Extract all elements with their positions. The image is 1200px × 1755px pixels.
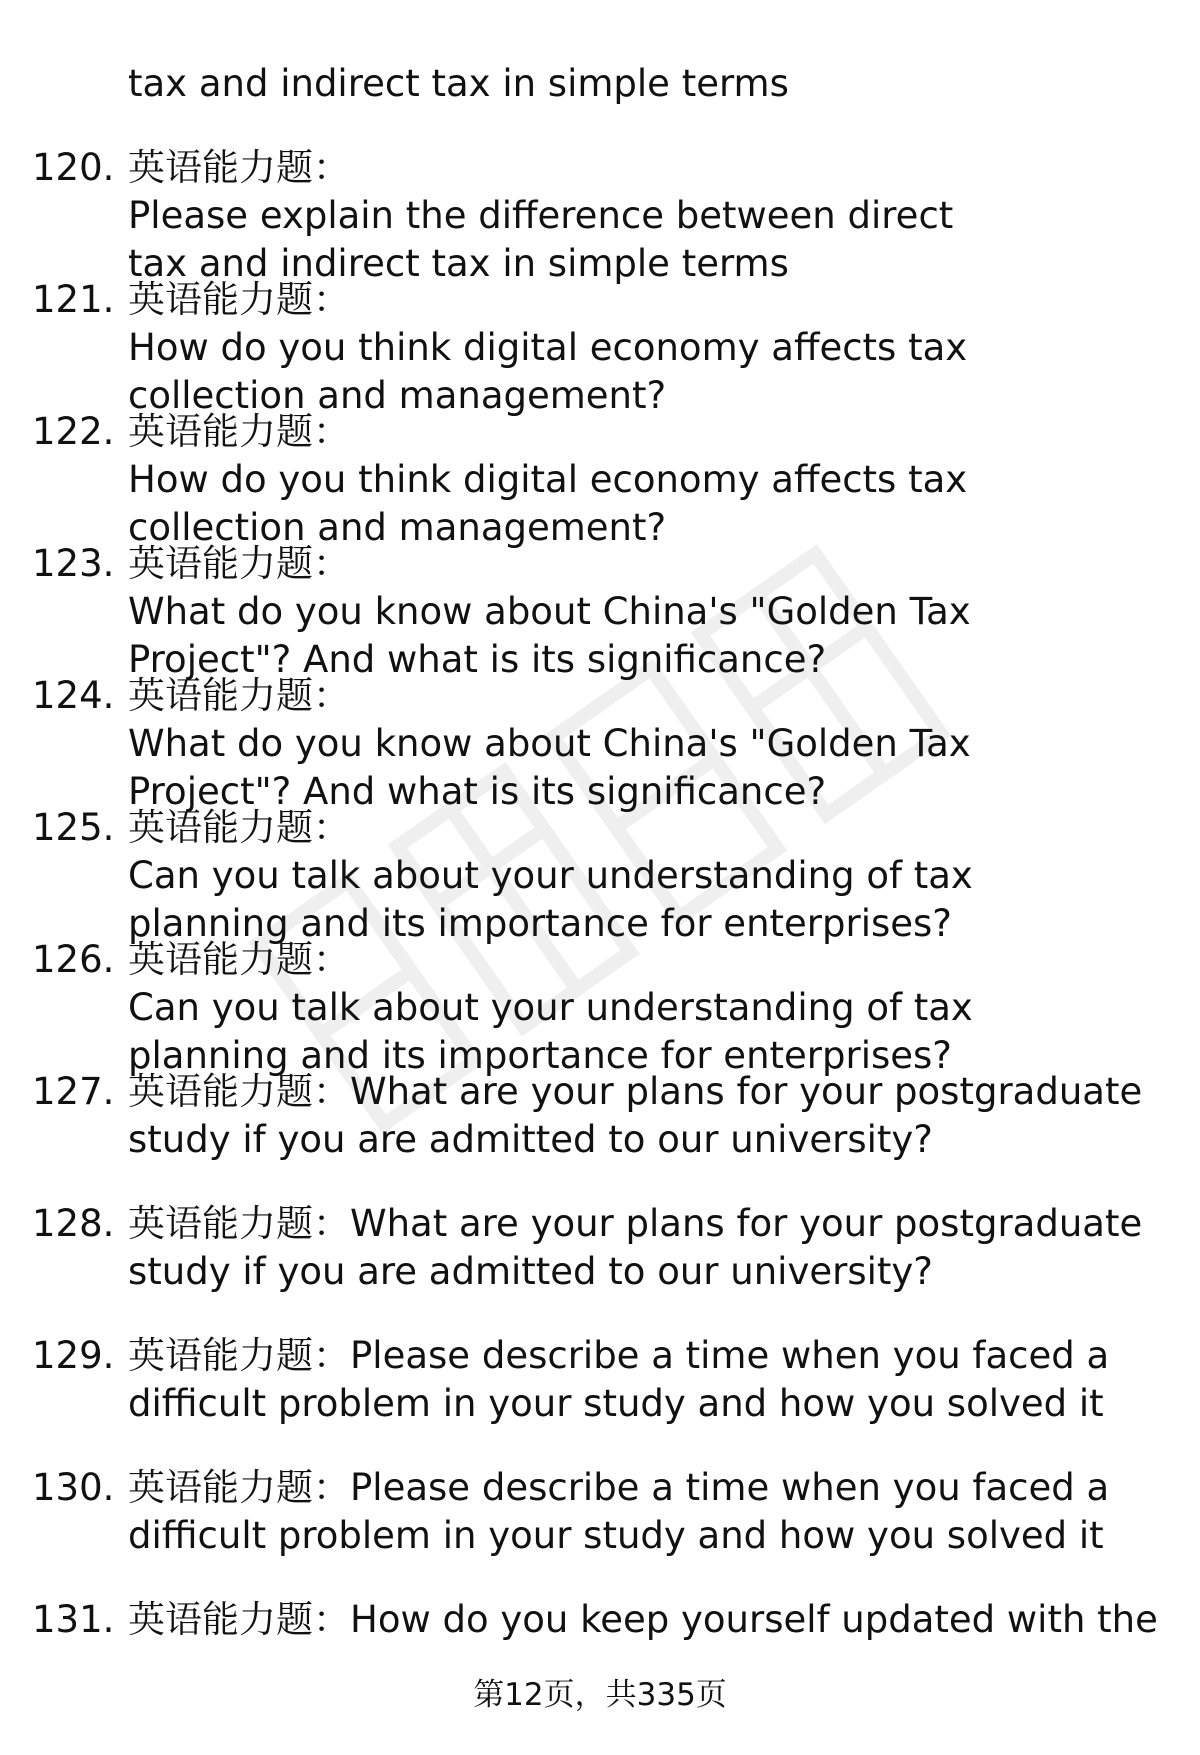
- question-category-label: 英语能力题：: [128, 1598, 350, 1641]
- question-text-continued: tax and indirect tax in simple terms: [128, 242, 789, 285]
- question-text: How do you think digital economy affects tax: [128, 326, 968, 369]
- question-category-label: 英语能力题：: [128, 1466, 350, 1509]
- question-number: 129.: [32, 1334, 115, 1377]
- question-item: [0, 924, 1200, 1077]
- question-item: [0, 1452, 1200, 1584]
- question-body: [128, 1068, 1168, 1164]
- question-text: What are your plans for your postgraduate: [350, 1070, 1143, 1113]
- question-body: [128, 1332, 1168, 1428]
- question-text-continued: planning and its importance for enterprises?: [128, 1034, 952, 1077]
- question-category-label: 英语能力题：: [128, 1202, 350, 1245]
- question-category-label: 英语能力题：: [128, 1334, 350, 1377]
- question-text-continued: collection and management?: [128, 506, 667, 549]
- question-category-label: 英语能力题：: [128, 674, 350, 717]
- question-category-label: 英语能力题：: [128, 278, 350, 321]
- question-item: [0, 396, 1200, 549]
- question-number: 122.: [32, 410, 115, 453]
- page-number-footer: 第12页，共335页: [473, 1677, 727, 1713]
- question-number: 121.: [32, 278, 115, 321]
- question-text: What are your plans for your postgraduate: [350, 1202, 1143, 1245]
- question-number: 128.: [32, 1202, 115, 1245]
- question-item: [0, 1188, 1200, 1320]
- question-text-continued: study if you are admitted to our university?: [128, 1250, 933, 1293]
- question-item: [0, 132, 1200, 285]
- question-number: 126.: [32, 938, 115, 981]
- question-category-label: 英语能力题：: [128, 410, 350, 453]
- question-body: [128, 1200, 1168, 1296]
- question-text: How do you keep yourself updated with the: [350, 1598, 1158, 1641]
- question-text: What do you know about China's "Golden Tax: [128, 590, 971, 633]
- question-item: [0, 792, 1200, 945]
- question-item: [0, 1056, 1200, 1188]
- question-category-label: 英语能力题：: [128, 1070, 350, 1113]
- question-text-continued: Project"? And what is its significance?: [128, 638, 827, 681]
- question-number: 124.: [32, 674, 115, 717]
- question-category-label: 英语能力题：: [128, 938, 350, 981]
- question-category-label: 英语能力题：: [128, 146, 350, 189]
- question-text: Please describe a time when you faced a: [350, 1334, 1110, 1377]
- question-body: [128, 1464, 1168, 1560]
- question-number: 130.: [32, 1466, 115, 1509]
- question-item: [0, 660, 1200, 813]
- question-body: [128, 1596, 1168, 1644]
- continued-question-text: tax and indirect tax in simple terms: [128, 62, 789, 105]
- question-text: What do you know about China's "Golden Tax: [128, 722, 971, 765]
- question-item: [0, 264, 1200, 417]
- question-text-continued: study if you are admitted to our university?: [128, 1118, 933, 1161]
- question-item: [0, 1320, 1200, 1452]
- question-text: Can you talk about your understanding of tax: [128, 854, 973, 897]
- question-category-label: 英语能力题：: [128, 806, 350, 849]
- question-number: 125.: [32, 806, 115, 849]
- question-number: 131.: [32, 1598, 115, 1641]
- question-text: Can you talk about your understanding of tax: [128, 986, 973, 1029]
- question-text: Please explain the difference between direct: [128, 194, 954, 237]
- question-number: 123.: [32, 542, 115, 585]
- question-list: [0, 132, 1200, 1716]
- question-number: 127.: [32, 1070, 115, 1113]
- question-text-continued: difficult problem in your study and how you solved it: [128, 1514, 1104, 1557]
- question-text-continued: planning and its importance for enterprises?: [128, 902, 952, 945]
- question-text-continued: collection and management?: [128, 374, 667, 417]
- question-category-label: 英语能力题：: [128, 542, 350, 585]
- question-item: [0, 528, 1200, 681]
- question-text-continued: difficult problem in your study and how you solved it: [128, 1382, 1104, 1425]
- question-text: Please describe a time when you faced a: [350, 1466, 1110, 1509]
- question-number: 120.: [32, 146, 115, 189]
- question-text: How do you think digital economy affects tax: [128, 458, 968, 501]
- question-text-continued: Project"? And what is its significance?: [128, 770, 827, 813]
